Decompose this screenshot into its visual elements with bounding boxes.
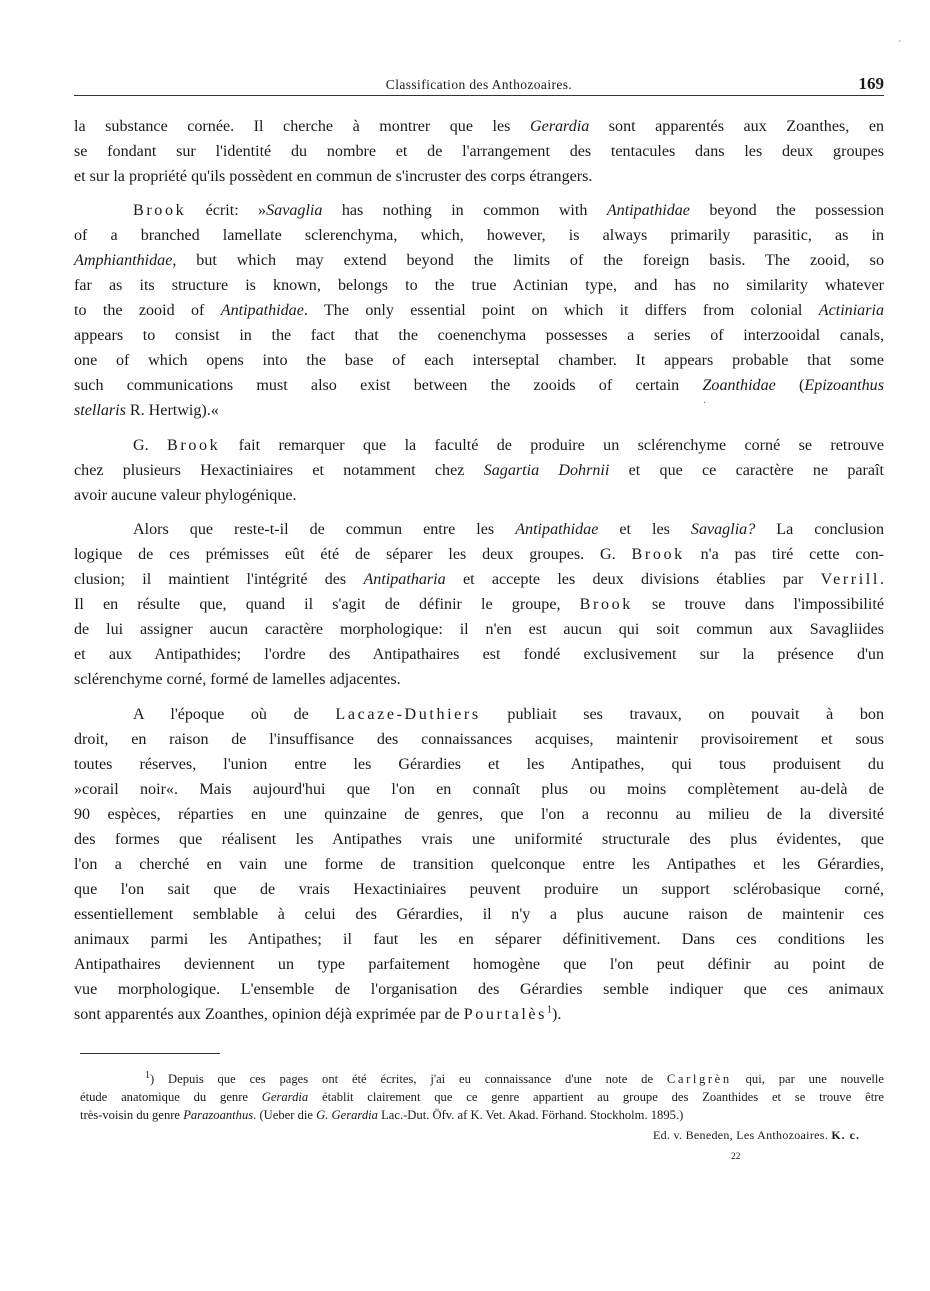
footnote-marker: 1 <box>145 1069 150 1081</box>
italic-text: G. Gerardia <box>316 1108 378 1122</box>
italic-text: Amphianthidae <box>74 252 173 269</box>
spaced-name: Verrill <box>820 571 880 588</box>
text-line <box>74 980 884 1000</box>
text-run: of a branched lamellate sclerenchyma, which, however, is always primarily parasitic, as in <box>74 227 884 244</box>
text-line <box>74 730 884 750</box>
text-run: la substance cornée. Il cherche à montrer que les <box>74 118 530 135</box>
text-line <box>74 1005 884 1025</box>
text-run: to the zooid of <box>74 302 221 319</box>
stray-dot: · <box>703 398 707 409</box>
running-header <box>74 74 884 94</box>
text-run: qui, par une nouvelle <box>731 1072 885 1086</box>
footnote-rule <box>80 1053 220 1054</box>
italic-text: Zoanthidae <box>702 377 776 394</box>
text-run: et accepte les deux divisions établies par <box>445 571 821 588</box>
italic-text: Antipatharia <box>363 571 446 588</box>
footnote-marker: 1 <box>547 1004 552 1016</box>
text-line <box>74 401 884 421</box>
text-line <box>74 930 884 950</box>
text-run: écrit: » <box>186 202 267 219</box>
text-line <box>74 545 884 565</box>
text-line <box>74 595 884 615</box>
margin-tick: ´ <box>898 40 902 51</box>
text-run: n'a pas tiré cette con- <box>684 546 884 563</box>
text-line <box>74 955 884 975</box>
text-line <box>74 620 884 640</box>
text-line <box>74 167 884 187</box>
text-run: ( <box>775 377 805 394</box>
running-title: Classification des Anthozoaires. <box>385 77 573 92</box>
text-line <box>74 351 884 371</box>
text-line <box>133 201 884 221</box>
italic-text: Antipathidae <box>220 302 304 319</box>
text-run: et que ce caractère ne paraît <box>609 462 885 479</box>
spaced-name: Carlgrèn <box>666 1072 732 1086</box>
text-line <box>74 755 884 775</box>
italic-text: Gerardia <box>529 118 590 135</box>
text-run: étude anatomique du genre <box>80 1090 262 1104</box>
text-run: . (Ueber die <box>253 1108 317 1122</box>
text-line <box>133 436 884 456</box>
text-run: essentiellement semblable à celui des Gérardies, il n'y a plus aucune raison de maintenir ces <box>74 906 884 923</box>
italic-text: Epizoanthus <box>804 377 884 394</box>
text-run: Il en résulte que, quand il s'agit de définir le groupe, <box>74 596 580 613</box>
text-run: et aux Antipathides; l'ordre des Antipathaires est fondé exclusivement sur la présence d'un <box>74 646 884 663</box>
text-run: que l'on sait que de vrais Hexactiniaires peuvent produire un support sclérobasique corné, <box>74 881 884 898</box>
text-line <box>74 226 884 246</box>
text-run: ). <box>552 1006 562 1023</box>
text-run: établit clairement que ce genre appartient au groupe des Zoanthides et se trouve être <box>308 1090 884 1104</box>
italic-text: Antipathidae <box>606 202 690 219</box>
text-line <box>80 1107 884 1123</box>
text-run: avoir aucune valeur phylogénique. <box>74 487 297 504</box>
text-line <box>74 855 884 875</box>
text-run: Lac.-Dut. Öfv. af K. Vet. Akad. Förhand. Stockholm. 1895.) <box>377 1108 684 1122</box>
printer-signature <box>653 1128 860 1143</box>
text-run: très-voisin du genre <box>80 1108 184 1122</box>
text-line <box>74 461 884 481</box>
header-rule <box>74 95 884 96</box>
text-run: . The only essential point on which it differs from colonial <box>303 302 819 319</box>
text-run: se trouve dans l'impossibilité <box>632 596 884 613</box>
text-run: sont apparentés aux Zoanthes, en <box>589 118 885 135</box>
text-run: l'on a cherché en vain une forme de transition quelconque entre les Antipathes et les Gérardies, <box>74 856 884 873</box>
text-line <box>74 251 884 271</box>
text-run: appears to consist in the fact that the coenenchyma possesses a series of interzooidal canals, <box>74 327 884 344</box>
italic-text: Gerardia <box>261 1090 309 1104</box>
text-line <box>74 326 884 346</box>
text-run: beyond the possession <box>689 202 884 219</box>
text-line <box>74 780 884 800</box>
italic-text: Savaglia? <box>690 521 756 538</box>
italic-text: Antipathidae <box>515 521 599 538</box>
text-run: logique de ces prémisses eût été de séparer les deux groupes. G. <box>74 546 632 563</box>
text-line <box>145 1071 884 1087</box>
text-run: clusion; il maintient l'intégrité des <box>74 571 364 588</box>
text-line <box>74 805 884 825</box>
text-run: Alors que reste-t-il de commun entre les <box>133 521 516 538</box>
text-line <box>74 301 884 321</box>
text-run: »corail noir«. Mais aujourd'hui que l'on en connaît plus ou moins complètement au-delà de <box>74 781 884 798</box>
italic-text: Savaglia <box>266 202 323 219</box>
text-run: R. Hertwig).« <box>125 402 219 419</box>
text-run: . <box>879 571 884 588</box>
text-run: Antipathaires deviennent un type parfaitement homogène que l'on peut définir au point de <box>74 956 884 973</box>
spaced-name: Brook <box>133 202 187 219</box>
signature-text: Ed. v. Beneden, Les Anthozoaires. <box>652 1128 829 1142</box>
spaced-name: Lacaze-Duthiers <box>335 706 481 723</box>
text-run: has nothing in common with <box>322 202 607 219</box>
text-line <box>74 376 884 396</box>
text-run: publiait ses travaux, on pouvait à bon <box>480 706 884 723</box>
text-run: des formes que réalisent les Antipathes vrais une uniformité structurale des plus évidentes, que <box>74 831 884 848</box>
text-line <box>74 880 884 900</box>
italic-text: Actiniaria <box>818 302 885 319</box>
spaced-name: Brook <box>579 596 633 613</box>
italic-text: Sagartia Dohrnii <box>483 462 610 479</box>
text-run: se fondant sur l'identité du nombre et de l'arrangement des tentacules dans les deux groupes <box>74 143 884 160</box>
text-run: , but which may extend beyond the limits of the foreign basis. The zooid, so <box>172 252 884 269</box>
text-line <box>74 276 884 296</box>
text-run: de lui assigner aucun caractère morphologique: il n'en est aucun qui soit commun aux Savagliides <box>74 621 884 638</box>
text-run: sclérenchyme corné, formé de lamelles adjacentes. <box>74 671 401 688</box>
text-run: 90 espèces, réparties en une quinzaine de genres, que l'on a reconnu au milieu de la diversité <box>74 806 884 823</box>
spaced-name: Pourtalès <box>463 1006 547 1023</box>
text-run: et sur la propriété qu'ils possèdent en commun de s'incruster des corps étrangers. <box>74 168 593 185</box>
italic-text: Parazoanthus <box>183 1108 254 1122</box>
text-line <box>74 670 884 690</box>
text-run: A l'époque où de <box>133 706 336 723</box>
text-run: sont apparentés aux Zoanthes, opinion déjà exprimée par de <box>74 1006 464 1023</box>
text-run: vue morphologique. L'ensemble de l'organisation des Gérardies semble indiquer que ces animaux <box>74 981 884 998</box>
text-run: ) Depuis que ces pages ont été écrites, j'ai eu connaissance d'une note de <box>150 1072 667 1086</box>
text-line <box>80 1089 884 1105</box>
text-line <box>133 520 884 540</box>
text-line <box>74 830 884 850</box>
spaced-name: Brook <box>167 437 221 454</box>
text-run: toutes réserves, l'union entre les Gérardies et les Antipathes, qui tous produisent du <box>74 756 884 773</box>
text-run: far as its structure is known, belongs to the true Actinian type, and has no similarity whatever <box>74 277 884 294</box>
text-run: chez plusieurs Hexactiniaires et notamment chez <box>74 462 484 479</box>
text-run: La conclusion <box>755 521 885 538</box>
text-run: such communications must also exist between the zooids of certain <box>74 377 703 394</box>
text-run: one of which opens into the base of each interseptal chamber. It appears probable that some <box>74 352 884 369</box>
text-line <box>74 570 884 590</box>
italic-text: stellaris <box>74 402 126 419</box>
text-run: droit, en raison de l'insuffisance des connaissances acquises, maintenir provisoirement et sous <box>74 731 884 748</box>
text-run: fait remarquer que la faculté de produire un sclérenchyme corné se retrouve <box>220 437 885 454</box>
spaced-name: Brook <box>631 546 685 563</box>
sheet-number: 22 <box>731 1152 741 1162</box>
text-line <box>74 117 884 137</box>
text-run: G. <box>133 437 168 454</box>
text-run: animaux parmi les Antipathes; il faut les en séparer définitivement. Dans ces conditions les <box>74 931 884 948</box>
text-line <box>74 486 884 506</box>
text-run: et les <box>598 521 691 538</box>
text-line <box>74 142 884 162</box>
text-line <box>133 705 884 725</box>
page-number: 169 <box>858 74 884 93</box>
signature-mark: K. c. <box>831 1128 860 1142</box>
text-line <box>74 645 884 665</box>
text-line <box>74 905 884 925</box>
